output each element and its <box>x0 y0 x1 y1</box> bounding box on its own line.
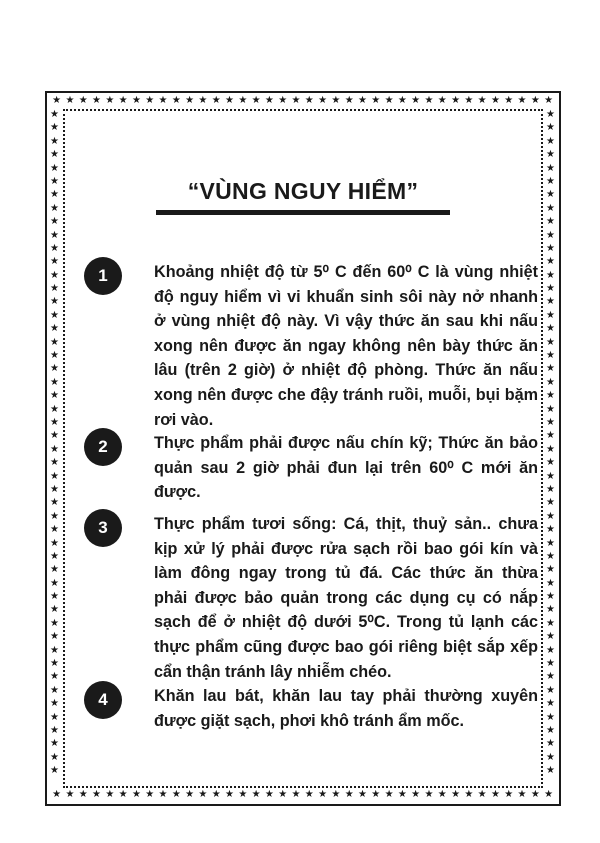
item-number-badge: 2 <box>84 428 122 466</box>
item-text: Khoảng nhiệt độ từ 5⁰ C đến 60⁰ C là vùng nhiệt độ nguy hiểm vì vi khuẩn sinh sôi này nở nhanh ở vùng nhiệt độ này. Vì vậy thức ăn sau khi nấu xong nên được ăn ngay không nên bày thức ăn lâu (trên 2 giờ) ở nhiệt độ phòng. Thức ăn nấu xong nên được che đậy tránh ruồi, muỗi, bụi bặm rơi vào. <box>154 263 538 429</box>
star-border-right: ★ ★ ★ ★ ★ ★ ★ ★ ★ ★ ★ ★ ★ ★ ★ ★ ★ ★ ★ ★ ★ ★ ★ ★ ★ ★ ★ ★ ★ ★ ★ ★ ★ ★ ★ ★ ★ ★ ★ ★ ★ ★ ★ ★ ★ ★ ★ ★ ★ ★ <box>546 109 555 777</box>
star-border-left: ★ ★ ★ ★ ★ ★ ★ ★ ★ ★ ★ ★ ★ ★ ★ ★ ★ ★ ★ ★ ★ ★ ★ ★ ★ ★ ★ ★ ★ ★ ★ ★ ★ ★ ★ ★ ★ ★ ★ ★ ★ ★ ★ ★ ★ ★ ★ ★ ★ ★ <box>50 109 59 777</box>
page-title: “VÙNG NGUY HIỂM” <box>187 178 419 204</box>
item-number-badge: 3 <box>84 509 122 547</box>
item-text: Thực phẩm phải được nấu chín kỹ; Thức ăn bảo quản sau 2 giờ phải đun lại trên 60⁰ C mới ăn được. <box>154 434 538 502</box>
item-text: Thực phẩm tươi sống: Cá, thịt, thuỷ sản.. chưa kịp xử lý phải được rửa sạch rồi bao gói kín và làm đông ngay trong tủ đá. Các thức ăn thừa phải được bảo quản trong các dụng cụ có nắp sạch để ở nhiệt độ dưới 5⁰C. Trong tủ lạnh các thực phẩm cũng được bao gói riêng biệt sắp xếp cẩn thận tránh lây nhiễm chéo. <box>154 515 538 681</box>
title-underline <box>156 210 450 215</box>
star-border-top: ★ ★ ★ ★ ★ ★ ★ ★ ★ ★ ★ ★ ★ ★ ★ ★ ★ ★ ★ ★ ★ ★ ★ ★ ★ ★ ★ ★ ★ ★ ★ ★ ★ ★ ★ ★ ★ ★ <box>52 96 554 106</box>
star-border-bottom: ★ ★ ★ ★ ★ ★ ★ ★ ★ ★ ★ ★ ★ ★ ★ ★ ★ ★ ★ ★ ★ ★ ★ ★ ★ ★ ★ ★ ★ ★ ★ ★ ★ ★ ★ ★ ★ ★ <box>52 790 554 800</box>
item-number-badge: 1 <box>84 257 122 295</box>
item-number-badge: 4 <box>84 681 122 719</box>
item-text: Khăn lau bát, khăn lau tay phải thường xuyên được giặt sạch, phơi khô tránh ẩm mốc. <box>154 687 538 730</box>
